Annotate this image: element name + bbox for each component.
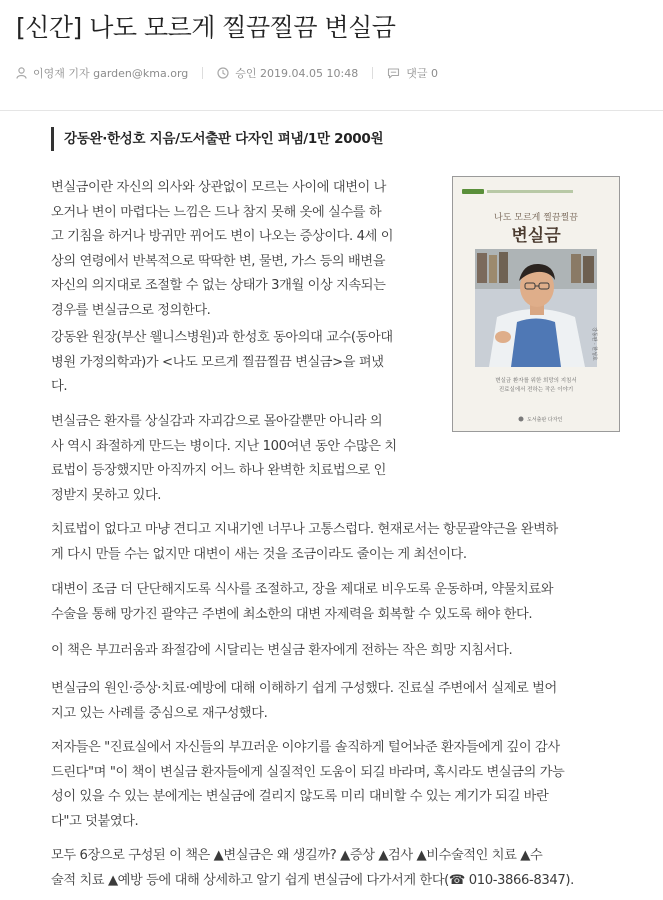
body-paragraph <box>51 176 431 323</box>
publisher-logo <box>519 417 524 422</box>
body-paragraph <box>51 677 623 726</box>
text-line: 상의 연령에서 반복적으로 딱딱한 변, 물변, 가스 등의 배변을 <box>51 253 386 269</box>
body-paragraph <box>51 736 623 834</box>
book-cover-image <box>452 176 620 432</box>
author-text: 이영재 기자 garden@kma.org <box>33 67 189 80</box>
text-line: 변실금이란 자신의 의사와 상관없이 모르는 사이에 대변이 나 <box>51 180 387 195</box>
text-line: 정받지 못하고 있다. <box>51 487 162 503</box>
text-line: 고 기침을 하거나 방귀만 뀌어도 변이 나오는 증상이다. 4세 이 <box>51 229 394 244</box>
body-paragraph <box>51 326 431 400</box>
body-paragraph <box>51 410 431 508</box>
author-meta[interactable] <box>16 65 188 81</box>
text-line: 모두 6장으로 구성된 이 책은 ▲변실금은 왜 생길까? ▲증상 ▲검사 ▲비수술적인 치료 ▲수 <box>51 848 543 863</box>
cover-blurb: 진료실에서 전하는 작은 이야기 <box>498 387 574 393</box>
text-line: 사 역시 좌절하게 만드는 병이다. 지난 100여년 동안 수많은 치 <box>51 438 397 454</box>
cover-top-label: 나도 모르게 찔끔찔끔 <box>494 213 578 223</box>
meta-divider <box>372 67 373 79</box>
cover-blurb: 변실금 환자를 위한 희망의 지침서 <box>495 378 577 384</box>
comments-text: 댓글 0 <box>406 67 438 80</box>
text-line: 이 책은 부끄러움과 좌절감에 시달리는 변실금 환자에게 전하는 작은 희망 지침서다. <box>51 643 513 658</box>
clock-icon <box>217 67 229 79</box>
text-line: 다"고 덧붙였다. <box>51 813 139 829</box>
text-line: 병원 가정의학과)가 <나도 모르게 찔끔찔끔 변실금>을 펴냈 <box>51 354 384 370</box>
meta-divider <box>202 67 203 79</box>
comment-icon <box>387 67 400 79</box>
body-paragraph <box>51 639 623 664</box>
text-line: 다. <box>51 379 68 394</box>
comments-meta[interactable] <box>387 65 438 81</box>
text-line: 드린다"며 "이 책이 변실금 환자들에게 실질적인 도움이 되길 바라며, 혹시라도 변실금의 가능 <box>51 764 565 780</box>
text-line: 경우를 변실금으로 정의한다. <box>51 302 211 318</box>
article-meta <box>16 63 438 83</box>
text-line: 변실금의 원인·증상·치료·예방에 대해 이해하기 쉽게 구성했다. 진료실 주변에서 실제로 벌어 <box>51 681 557 696</box>
text-line: 강동완 원장(부산 웰니스병원)과 한성호 동아의대 교수(동아대 <box>51 330 393 345</box>
article-subtitle: 강동완·한성호 지음/도서출판 다자인 펴냄/1만 2000원 <box>51 127 383 151</box>
approved-text: 승인 2019.04.05 10:48 <box>235 67 359 80</box>
text-line: 오거나 변이 마렵다는 느낌은 드나 참지 못해 옷에 실수를 하 <box>51 204 382 220</box>
cover-side-label: 강동완 · 한성호 <box>591 327 597 361</box>
article-headline: [신간] 나도 모르게 찔끔찔끔 변실금 <box>16 13 396 42</box>
text-line: 치료법이 없다고 마냥 견디고 지내기엔 너무나 고통스럽다. 현재로서는 항문괄약근을 완벽하 <box>51 522 558 537</box>
text-line: 자신의 의지대로 조절할 수 없는 상태가 3개월 이상 지속되는 <box>51 278 386 293</box>
text-line: 술적 치료 ▲예방 등에 대해 상세하고 알기 쉽게 변실금에 다가서게 한다(☎ 010-3866-8347). <box>51 872 574 888</box>
cover-logo-mark <box>462 189 484 194</box>
body-paragraph <box>51 578 623 627</box>
text-line: 저자들은 "진료실에서 자신들의 부끄러운 이야기를 솔직하게 털어놔준 환자들에게 깊이 감사 <box>51 740 560 755</box>
text-line: 성이 있을 수 있는 분에게는 변실금에 걸리지 않도록 미리 대비할 수 있는 계기가 되길 바란 <box>51 789 549 804</box>
text-line: 게 다시 만들 수는 없지만 대변이 새는 것을 조금이라도 줄이는 게 최선이다. <box>51 546 467 562</box>
text-line: 변실금은 환자를 상실감과 자괴감으로 몰아갈뿐만 아니라 의 <box>51 414 383 429</box>
text-line: 료법이 등장했지만 아직까지 어느 하나 완벽한 치료법으로 인 <box>51 463 387 478</box>
cover-publisher: 도서출판 다자인 <box>527 417 563 423</box>
approved-meta <box>217 65 358 81</box>
cover-title: 변실금 <box>511 226 561 246</box>
header-divider <box>0 110 663 111</box>
text-line: 대변이 조금 더 단단해지도록 식사를 조절하고, 장을 제대로 비우도록 운동하며, 약물치료와 <box>51 582 554 597</box>
text-line: 지고 있는 사례를 중심으로 재구성했다. <box>51 705 268 721</box>
text-line: 수술을 통해 망가진 괄약근 주변에 최소한의 대변 자제력을 회복할 수 있도록 해야 한다. <box>51 606 533 622</box>
body-paragraph <box>51 518 623 567</box>
cover-logo-strip <box>487 190 573 193</box>
body-paragraph <box>51 844 623 893</box>
user-icon <box>16 67 27 79</box>
